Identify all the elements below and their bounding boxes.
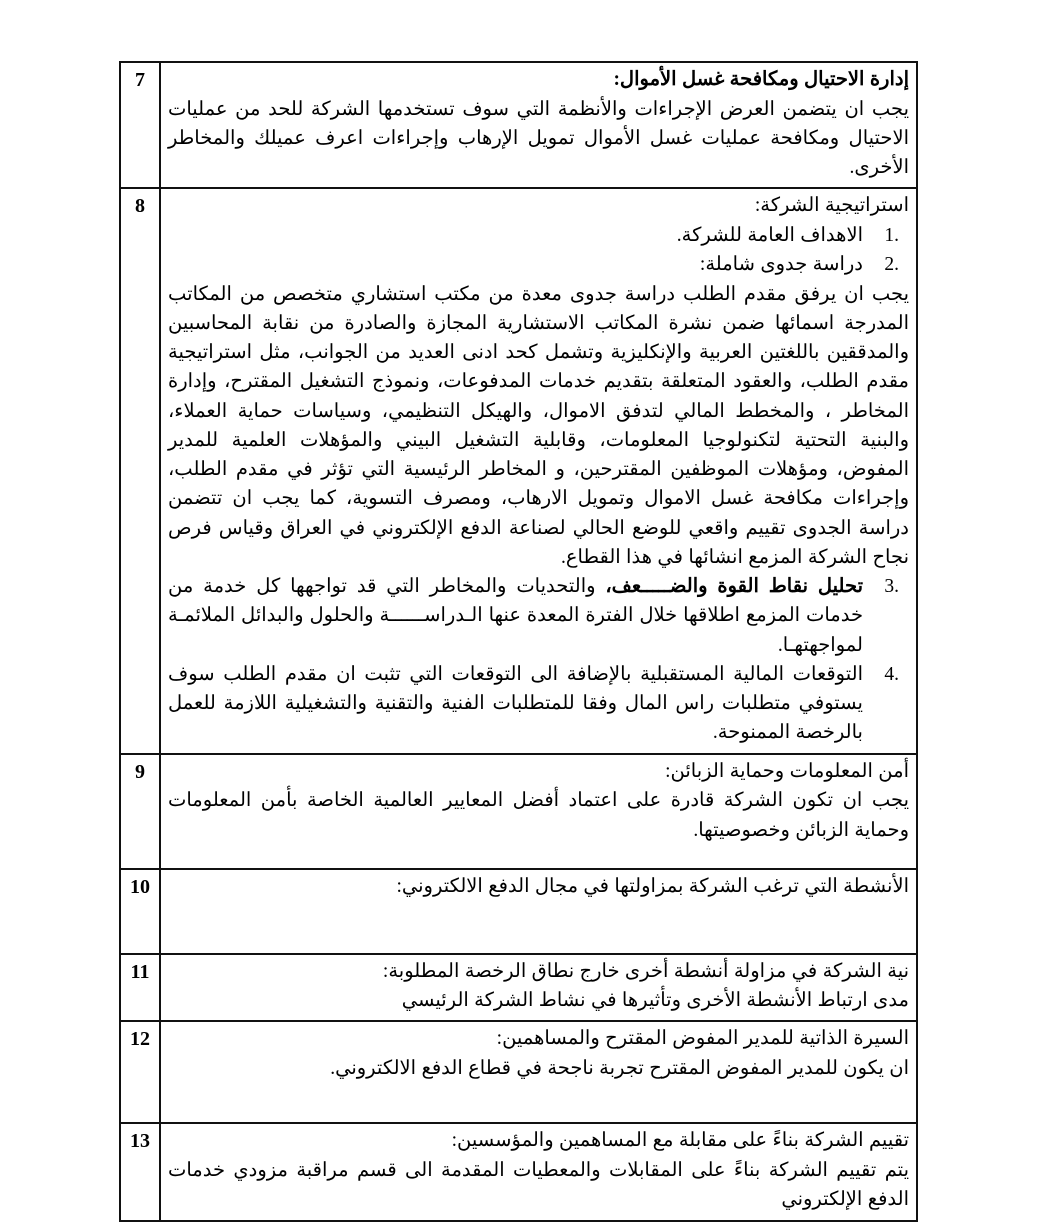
row-11-content-cell xyxy=(160,954,917,1022)
table-row xyxy=(120,869,917,954)
row-12-content-cell xyxy=(160,1021,917,1123)
row-10-content-cell xyxy=(160,869,917,954)
row-8-list-continued xyxy=(168,572,909,748)
row-11-number: 11 xyxy=(120,954,160,1022)
table-row xyxy=(120,1021,917,1123)
row-13-content-cell xyxy=(160,1123,917,1220)
list-item-emphasis: تحليل نقاط القوة والضـــــعف، xyxy=(605,576,863,598)
list-item-label: دراسة جدوى شاملة: xyxy=(699,254,863,276)
list-item xyxy=(168,572,909,660)
list-item xyxy=(168,250,909,279)
row-11-heading: نية الشركة في مزاولة أنشطة أخرى خارج نطاق الرخصة المطلوبة: xyxy=(382,960,909,982)
row-13-body: يتم تقييم الشركة بناءً على المقابلات والمعطيات المقدمة الى قسم مراقبة مزودي خدمات الدفع الإلكتروني xyxy=(168,1160,909,1211)
row-9-inner xyxy=(168,758,909,863)
row-7-inner xyxy=(168,66,909,182)
row-7-heading: إدارة الاحتيال ومكافحة غسل الأموال: xyxy=(613,69,909,90)
list-marker: 3. xyxy=(884,576,899,598)
row-9-content-cell xyxy=(160,754,917,869)
row-8-body: يجب ان يرفق مقدم الطلب دراسة جدوى معدة من مكتب استشاري متخصص من المكاتب المدرجة اسمائها ضمن نشرة المكاتب الاستشارية المجازة والصادرة من نقابة المحاسبين والمدققين باللغتين العربية والإنكليزية وتشمل كحد ادنى العديد من الجوانب، مثل استراتيجية مقدم الطلب، والعقود المتعلقة بتقديم خدمات المدفوعات، ونموذج التشغيل المقترح، وإدارة المخاطر ، والمخطط المالي لتدفق الاموال، والهيكل التنظيمي، وسياسات حماية العملاء، والبنية التحتية لتكنولوجيا المعلومات، وقابلية التشغيل البيني والمؤهلات العلمية للمدير المفوض، ومؤهلات الموظفين المقترحين، و المخاطر الرئيسية التي تؤثر في مقدم الطلب، وإجراءات مكافحة غسل الاموال وتمويل الارهاب، ومصرف التسوية، كما يجب ان تتضمن دراسة الجدوى تقييم واقعي للوضع الحالي لصناعة الدفع الإلكتروني في العراق وقياس فرص نجاح الشركة المزمع انشائها في هذا القطاع. xyxy=(168,283,909,568)
list-item-label: والتحديات والمخاطر التي قد تواجهها كل خدمة من خدمات المزمع اطلاقها خلال الفترة المعدة عنها الـدراســــــة والحلول والبدائل الملائمـة لمواجهتهـا. xyxy=(168,576,863,656)
requirements-table xyxy=(119,61,918,1222)
row-8-list-top xyxy=(168,221,909,280)
row-10-heading: الأنشطة التي ترغب الشركة بمزاولتها في مجال الدفع الالكتروني: xyxy=(396,875,909,897)
row-7-content-cell xyxy=(160,62,917,188)
table-row xyxy=(120,754,917,869)
row-9-number: 9 xyxy=(120,754,160,869)
row-13-heading: تقييم الشركة بناءً على مقابلة مع المساهمين والمؤسسين: xyxy=(451,1130,909,1152)
row-13-inner xyxy=(168,1127,909,1214)
row-11-inner xyxy=(168,958,909,1016)
row-9-body: يجب ان تكون الشركة قادرة على اعتماد أفضل المعايير العالمية الخاصة بأمن المعلومات وحماية الزبائن وخصوصيتها. xyxy=(168,790,909,841)
row-10-inner xyxy=(168,873,909,948)
table-row xyxy=(120,62,917,188)
row-8-number: 8 xyxy=(120,188,160,753)
row-9-heading: أمن المعلومات وحماية الزبائن: xyxy=(665,760,909,782)
row-7-body: يجب ان يتضمن العرض الإجراءات والأنظمة التي سوف تستخدمها الشركة للحد من عمليات الاحتيال ومكافحة عمليات غسل الأموال تمويل الإرهاب وإجراءات اعرف عميلك والمخاطر الأخرى. xyxy=(168,98,909,179)
row-10-blank-area xyxy=(168,902,909,948)
table-row xyxy=(120,188,917,753)
row-7-number: 7 xyxy=(120,62,160,188)
row-9-blank-area xyxy=(168,845,909,863)
row-8-inner xyxy=(168,192,909,747)
row-8-content-cell xyxy=(160,188,917,753)
list-marker: 4. xyxy=(884,663,899,685)
list-item-label: الاهداف العامة للشركة. xyxy=(676,225,863,247)
row-11-body: مدى ارتباط الأنشطة الأخرى وتأثيرها في نشاط الشركة الرئيسي xyxy=(401,990,909,1012)
row-10-number: 10 xyxy=(120,869,160,954)
table-row xyxy=(120,1123,917,1220)
list-item xyxy=(168,221,909,250)
list-item-label: التوقعات المالية المستقبلية بالإضافة الى التوقعات التي تثبت ان مقدم الطلب سوف يستوفي متطلبات راس المال وفقا للمتطلبات الفنية والتقنية والتشغيلية اللازمة للعمل بالرخصة الممنوحة. xyxy=(168,663,863,744)
table-row xyxy=(120,954,917,1022)
row-8-heading: استراتيجية الشركة: xyxy=(754,195,909,217)
list-item xyxy=(168,660,909,748)
row-13-number: 13 xyxy=(120,1123,160,1220)
list-marker: 1. xyxy=(884,225,899,247)
row-12-blank-area xyxy=(168,1083,909,1117)
row-12-inner xyxy=(168,1025,909,1117)
row-12-number: 12 xyxy=(120,1021,160,1123)
list-marker: 2. xyxy=(884,254,899,276)
row-12-body: ان يكون للمدير المفوض المقترح تجربة ناجحة في قطاع الدفع الالكتروني. xyxy=(330,1058,909,1080)
row-12-heading: السيرة الذاتية للمدير المفوض المقترح والمساهمين: xyxy=(496,1028,909,1050)
